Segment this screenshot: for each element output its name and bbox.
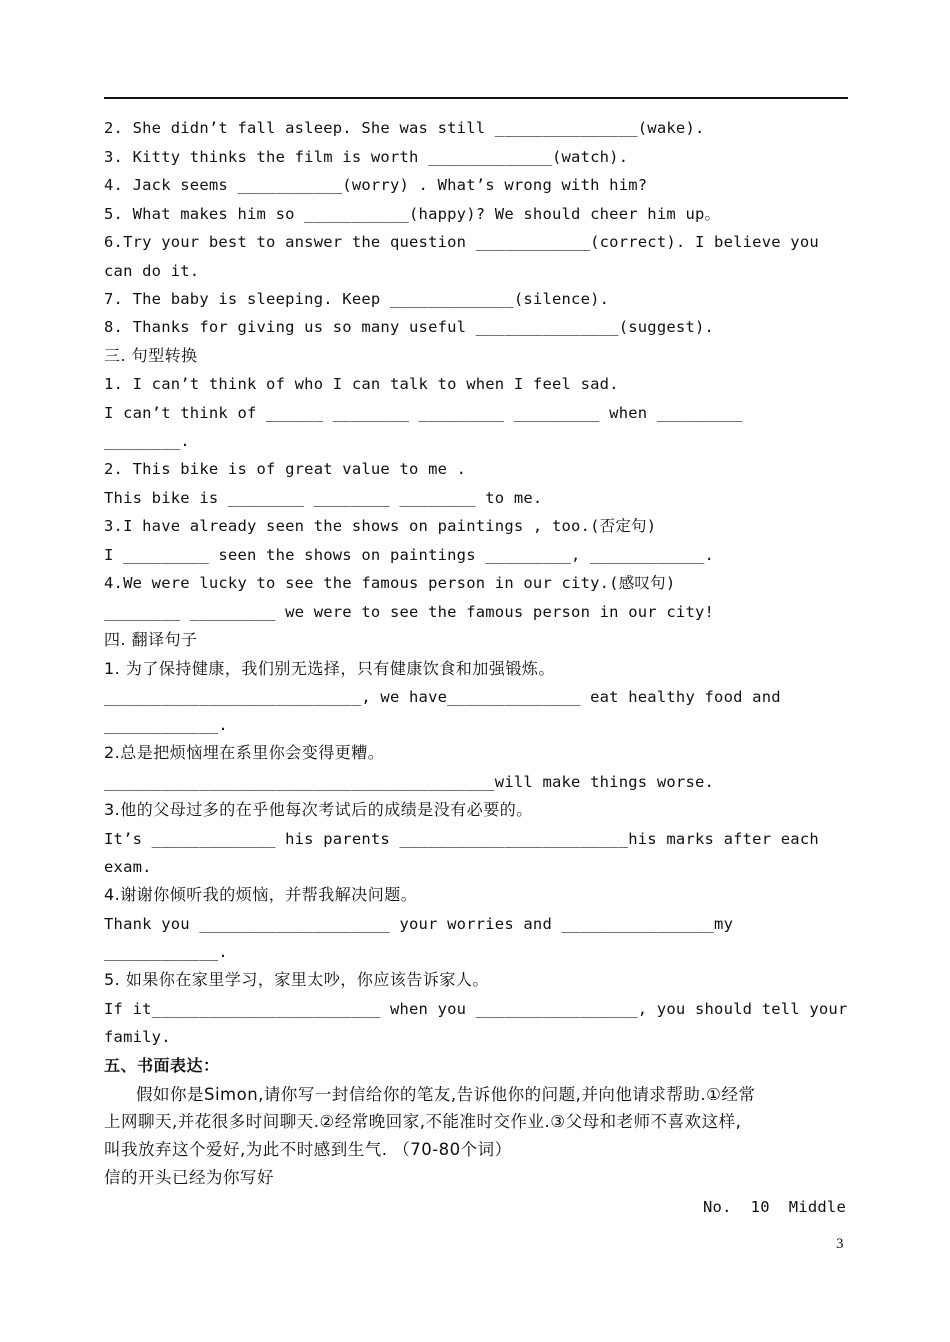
transform-4-original: 4.We were lucky to see the famous person in our city.(感叹句) bbox=[104, 574, 676, 592]
page-number: 3 bbox=[836, 1236, 844, 1252]
translate-4-answer: Thank you ____________________ your worries and ________________my bbox=[104, 915, 734, 933]
transform-4-answer: ________ _________ we were to see the famous person in our city! bbox=[104, 603, 715, 621]
section5-heading: 五、书面表达： bbox=[104, 1056, 220, 1075]
transform-1-answer-cont: ________. bbox=[104, 432, 190, 450]
translate-3-answer-cont: exam. bbox=[104, 858, 152, 876]
section3-heading: 三. 句型转换 bbox=[104, 346, 198, 365]
translate-2-prompt: 2.总是把烦恼埋在系里你会变得更糟。 bbox=[104, 743, 385, 762]
header-rule bbox=[104, 97, 848, 99]
translate-3-answer: It’s _____________ his parents ________________________his marks after each bbox=[104, 830, 819, 848]
transform-1-answer: I can’t think of ______ ________ _________ _________ when _________ bbox=[104, 404, 743, 422]
section4-heading: 四. 翻译句子 bbox=[104, 630, 198, 649]
translate-1-answer-cont: ____________. bbox=[104, 716, 228, 734]
exercise-6-line2: can do it. bbox=[104, 262, 200, 280]
translate-4-answer-cont: ____________. bbox=[104, 943, 228, 961]
writing-prompt-line1: 假如你是Simon,请你写一封信给你的笔友,告诉他你的问题,并向他请求帮助.①经常 bbox=[136, 1085, 756, 1104]
exercise-3: 3. Kitty thinks the film is worth _____________(watch). bbox=[104, 148, 629, 166]
transform-2-answer: This bike is ________ ________ ________ to me. bbox=[104, 489, 543, 507]
transform-3-answer: I _________ seen the shows on paintings _________, ____________. bbox=[104, 546, 715, 564]
school-name: No. 10 Middle bbox=[703, 1198, 846, 1216]
translate-5-answer: If it________________________ when you _________________, you should tell your bbox=[104, 1000, 848, 1018]
writing-prompt-line4: 信的开头已经为你写好 bbox=[104, 1168, 274, 1187]
writing-prompt-line2: 上网聊天,并花很多时间聊天.②经常晚回家,不能准时交作业.③父母和老师不喜欢这样, bbox=[104, 1112, 742, 1131]
translate-5-prompt: 5. 如果你在家里学习，家里太吵，你应该告诉家人。 bbox=[104, 970, 489, 989]
exercise-6-line1: 6.Try your best to answer the question ____________(correct). I believe you bbox=[104, 233, 819, 251]
transform-3-original: 3.I have already seen the shows on paintings , too.(否定句) bbox=[104, 517, 657, 535]
exercise-7: 7. The baby is sleeping. Keep _____________(silence). bbox=[104, 290, 610, 308]
exercise-4: 4. Jack seems ___________(worry) . What’s wrong with him? bbox=[104, 176, 648, 194]
translate-1-prompt: 1. 为了保持健康，我们别无选择，只有健康饮食和加强锻炼。 bbox=[104, 659, 555, 678]
transform-1-original: 1. I can’t think of who I can talk to when I feel sad. bbox=[104, 375, 619, 393]
exercise-8: 8. Thanks for giving us so many useful _______________(suggest). bbox=[104, 318, 715, 336]
translate-4-prompt: 4.谢谢你倾听我的烦恼，并帮我解决问题。 bbox=[104, 885, 418, 904]
transform-2-original: 2. This bike is of great value to me . bbox=[104, 460, 467, 478]
translate-3-prompt: 3.他的父母过多的在乎他每次考试后的成绩是没有必要的。 bbox=[104, 800, 533, 819]
translate-2-answer: _________________________________________will make things worse. bbox=[104, 773, 715, 791]
exercise-2: 2. She didn’t fall asleep. She was still _______________(wake). bbox=[104, 119, 705, 137]
translate-1-answer: ___________________________, we have______________ eat healthy food and bbox=[104, 688, 781, 706]
writing-prompt-line3: 叫我放弃这个爱好,为此不时感到生气. （70-80个词） bbox=[104, 1140, 512, 1159]
exercise-5: 5. What makes him so ___________(happy)? We should cheer him up。 bbox=[104, 205, 721, 223]
translate-5-answer-cont: family. bbox=[104, 1028, 171, 1046]
